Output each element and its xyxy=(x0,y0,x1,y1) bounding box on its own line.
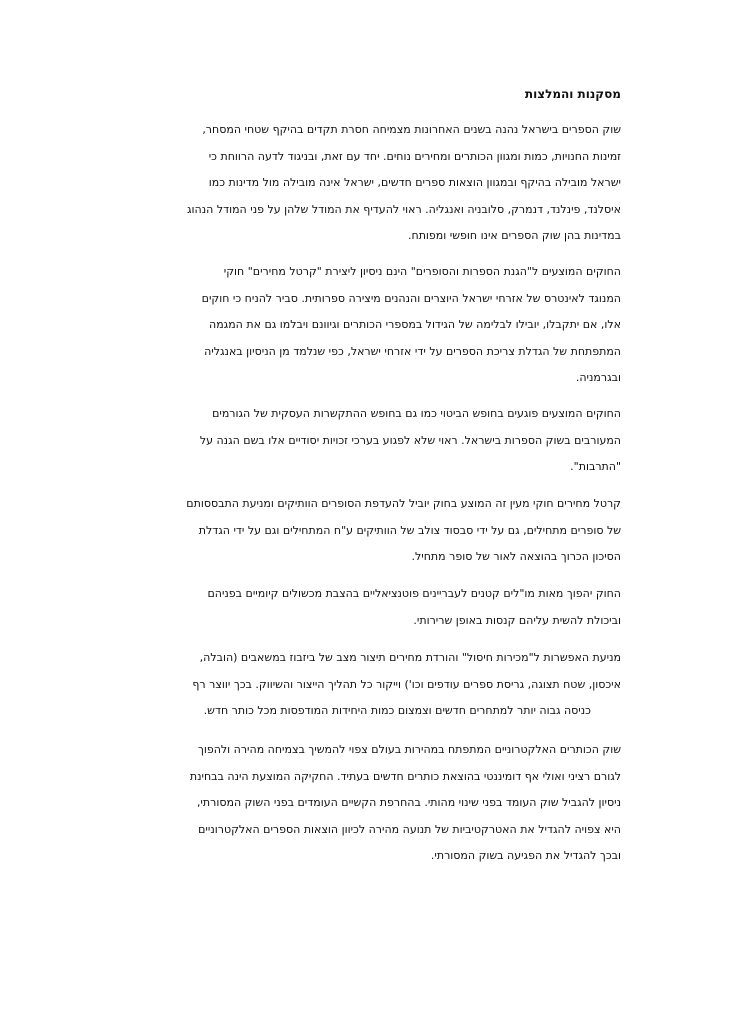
paragraph-6 xyxy=(113,648,621,728)
paragraph-line: היא צפויה להגדיל את האטרקטיביות של תנועה מהירה לכיוון הוצאות הספרים האלקטרוניים xyxy=(198,822,621,836)
paragraph-5 xyxy=(113,584,621,637)
paragraph-line: כניסה גבוה יותר למתחרים חדשים וצמצום כמות היחידות המודפסות מכל כותר חדש. xyxy=(203,704,591,718)
paragraph-2 xyxy=(113,262,621,395)
paragraph-line: החוק יהפוך מאות מו"לים קטנים לעבריינים פוטנציאליים בהצבת מכשולים קיומיים בפניהם xyxy=(207,587,621,600)
paragraph-1 xyxy=(113,120,621,253)
paragraph-line: ובכך להגדיל את הפגיעה בשוק המסורתי. xyxy=(430,849,621,863)
paragraph-line: במדינות בהן שוק הספרים אינו חופשי ומפותח. xyxy=(408,229,621,243)
paragraph-line: שוק הספרים בישראל נהנה בשנים האחרונות מצמיחה חסרת תקדים בהיקף שטחי המסחר, xyxy=(202,123,621,136)
paragraph-7 xyxy=(113,740,621,873)
paragraph-3 xyxy=(113,404,621,484)
paragraph-line: איכסון, שטח תצוגה, גריסת ספרים עודפים וכו') וייקור כל תהליך הייצור והשיווק. בכך יווצר רף xyxy=(192,677,621,691)
paragraph-line: הסיכון הכרוך בהוצאה לאור של סופר מתחיל. xyxy=(411,550,621,564)
paragraph-line: החוקים המוצעים פוגעים בחופש הביטוי כמו גם בחופש ההתקשרות העסקית של הגורמים xyxy=(212,407,621,420)
paragraph-line: וביכולת להשית עליהם קנסות באופן שרירותי. xyxy=(413,613,621,627)
paragraph-line: קרטל מחירים חוקי מעין זה המוצע בחוק יוביל להעדפת הסופרים הוותיקים ומניעת התבססותם xyxy=(186,497,621,510)
paragraph-line: שוק הכותרים האלקטרוניים המתפתח במהירות בעולם צפוי להמשיך בצמיחה מהירה ולהפוך xyxy=(197,743,621,756)
paragraph-line: ישראל מובילה בהיקף ובמגוון הוצאות ספרים חדשים, ישראל אינה מובילה מול מדינות כמו xyxy=(208,176,621,190)
paragraph-line: איסלנד, פינלנד, דנמרק, סלובניה ואנגליה. ראוי להעדיף את המודל שלהן על פני המודל הנהוג xyxy=(187,202,621,216)
paragraph-line: זמינות החנויות, כמות ומגוון הכותרים ומחירים נוחים. יחד עם זאת, ובניגוד לדעה הרווחת כי xyxy=(208,149,621,163)
paragraph-line: לגורם רציני ואולי אף דומיננטי בהוצאת כותרים חדשים בעתיד. החקיקה המוצעת הינה בבחינת xyxy=(189,769,621,783)
paragraph-line: אלו, אם יתקבלו, יובילו לבלימה של הגידול במספרי הכותרים וגיוונם ויבלמו גם את המגמה xyxy=(209,318,621,332)
page-title: מסקנות והמלצות xyxy=(524,87,621,101)
paragraph-line: המתפתחת של הגדלת צריכת הספרים על ידי אזרחי ישראל, כפי שנלמד מן הניסיון באנגליה xyxy=(204,344,621,358)
paragraph-line: המנוגד לאינטרס של אזרחי ישראל היוצרים והנהנים מיצירה ספרותית. סביר להניח כי חוקים xyxy=(201,291,621,305)
paragraph-line: המעורבים בשוק הספרות בישראל. ראוי שלא לפגוע בערכי זכויות יסודיים אלו בשם הגנה על xyxy=(199,433,621,447)
paragraph-4 xyxy=(113,494,621,574)
paragraph-line: של סופרים מתחילים, גם על ידי סבסוד צולב של הוותיקים ע"ח המתחילים וגם על ידי הגדלת xyxy=(198,523,621,537)
paragraph-line: ניסיון להגביל שוק העומד בפני שינוי מהותי. בהחרפת הקשיים העומדים בפני השוק המסורתי, xyxy=(196,796,621,810)
paragraph-line: ובגרמניה. xyxy=(575,371,621,385)
paragraph-line: החוקים המוצעים ל"הגנת הספרות והסופרים" הינם ניסיון ליצירת "קרטל מחירים" חוקי xyxy=(223,265,621,278)
paragraph-line: "התרבות". xyxy=(570,460,621,474)
paragraph-line: מניעת האפשרות ל"מכירות חיסול" והורדת מחירים תיצור מצב של ביזבוז במשאבים (הובלה, xyxy=(199,651,621,664)
